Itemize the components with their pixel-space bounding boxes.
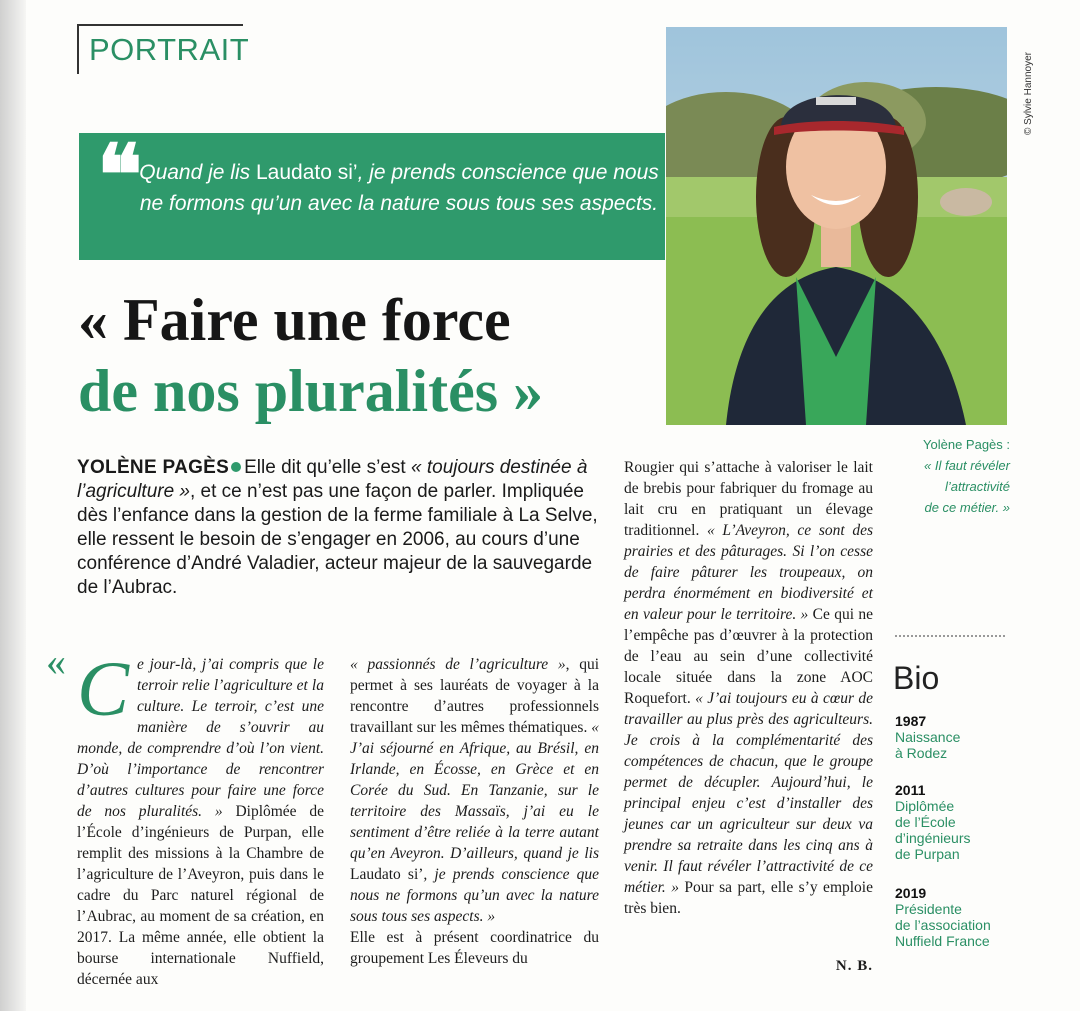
bio-title: Bio <box>893 660 940 696</box>
author-signature: N. B. <box>835 958 873 974</box>
bullet-dot-icon <box>231 462 241 472</box>
lead-paragraph: YOLÈNE PAGÈS Elle dit qu’elle s’est « toujours destinée à l’agriculture », et ce n’est pas une façon de parler. Impliquée dès l’enfance dans la gestion de la ferme familiale à La Selve, elle ressent le besoin de s’engager en 2006, au cours d’une conférence d’André Valadier, acteur majeur de la sauvegarde de l’Aubrac. <box>77 457 598 598</box>
page-gutter-shadow <box>0 0 26 1011</box>
photo-caption: Yolène Pagès : « Il faut révéler l’attractivité de ce métier. » <box>923 437 1010 515</box>
body-column-1: Ce jour-là, j’ai compris que le terroir relie l’agriculture et la culture. Le terroir, c’est une manière de s’ouvrir au monde, de comprendre d’où l’on vient. D’où l’importance de rencontrer d’autres cultures pour faire une force de nos pluralités. » Diplômée de l’École d’ingénieurs de Purpan, elle remplit des missions à la Chambre de l’agriculture de l’Aveyron, puis dans le cadre du Parc naturel régional de l’Aubrac, au moment de sa création, en 2017. La même année, elle obtient la bourse internationale Nuffield, décernée aux <box>77 645 324 988</box>
portrait-photo <box>666 27 1007 425</box>
photo-credit: © Sylvie Hannoyer <box>1023 52 1034 135</box>
bio-entry: 1987 Naissance à Rodez <box>895 713 961 761</box>
section-tag <box>77 24 250 74</box>
pull-quote-title: Laudato si’ <box>255 161 358 184</box>
pull-quote-text: Quand je lis Laudato si’, je prends conscience que nous ne formons qu’un avec la nature sous tous ses aspects. <box>139 161 659 215</box>
bio-entry: 2019 Présidente de l’association Nuffield France <box>895 885 991 949</box>
headline-line-1: « Faire une force <box>78 287 511 353</box>
bio-entry: 2011 Diplômée de l’École d’ingénieurs de Purpan <box>895 782 971 862</box>
drop-cap: C <box>77 645 130 732</box>
body-column-3: Rougier qui s’attache à valoriser le lait de brebis pour fabriquer du fromage au lait cru en pratiquant un élevage traditionnel. « L’Aveyron, ce sont des prairies et des pâturages. Si l’on cesse de faire pâturer les troupeaux, on perdra énormément en biodiversité et en valeur pour le territoire. » Ce qui ne l’empêche pas d’œuvrer à la protection de l’eau au sein d’une collectivité locale située dans la zone AOC Roquefort. « J’ai toujours eu à cœur de travailler au plus près des agriculteurs. Je crois à la complémentarité des compétences de chacun, que le groupe permet de décupler. Aujourd’hui, le principal enjeu c’est d’installer des jeunes car un agriculteur sur deux va prendre sa retraite dans les cinq ans à venir. Il faut révéler l’attractivité de ce métier. » Pour sa part, elle s’y emploie très bien. <box>624 459 874 917</box>
open-quote-mark: « <box>46 639 66 684</box>
quote-mark-icon: ❝ <box>97 130 143 223</box>
section-label: PORTRAIT <box>89 32 250 67</box>
headline-line-2: de nos pluralités » <box>78 358 544 424</box>
bio-divider <box>895 635 1005 637</box>
body-column-2: « passionnés de l’agriculture », qui permet à ses lauréats de voyager à la rencontre d’autres professionnels travaillant sur les mêmes thématiques. « J’ai séjourné en Afrique, au Brésil, en Irlande, en Écosse, en Grèce et en Corée du Sud. En Tanzanie, sur le territoire des Massaïs, j’ai eu le sentiment d’être reliée à la terre autant qu’en Aveyron. D’ailleurs, quand je lis Laudato si’, je prends conscience que nous ne formons qu’un avec la nature sous tous ses aspects. » Elle est à présent coordinatrice du groupement Les Éleveurs du <box>350 656 600 967</box>
lead-name: YOLÈNE PAGÈS <box>77 457 230 478</box>
pull-quote-banner <box>79 130 665 260</box>
